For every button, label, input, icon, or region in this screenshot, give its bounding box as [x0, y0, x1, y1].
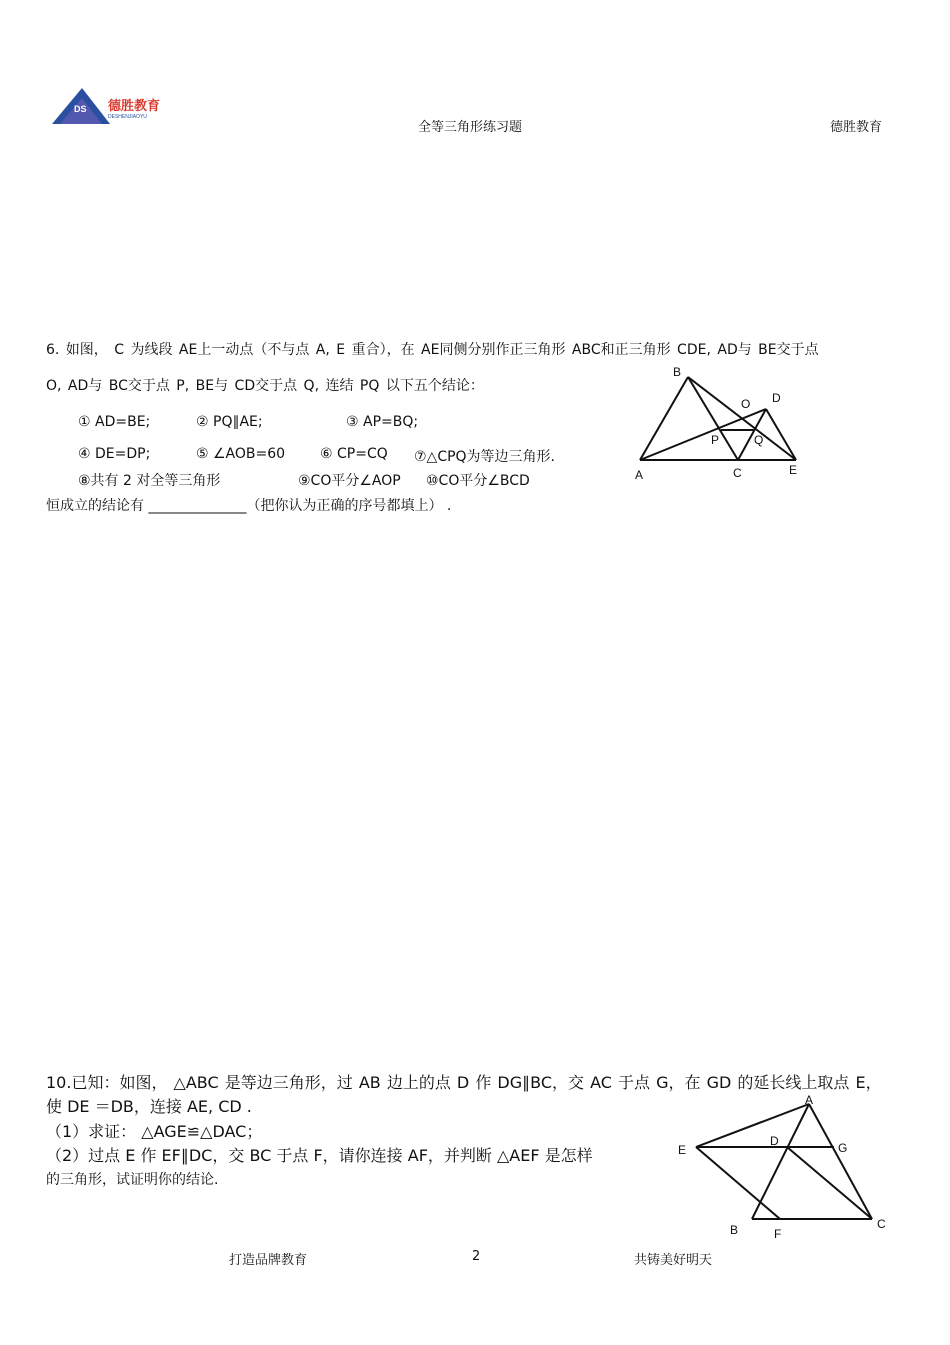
label-d: D: [770, 1134, 779, 1148]
q6-conclusion-2: ② PQ∥AE;: [196, 414, 263, 430]
label-p: P: [711, 433, 720, 447]
label-q: Q: [754, 433, 764, 447]
q6-line1: 6. 如图， C 为线段 AE上一动点（不与点 A, E 重合），在 AE同侧分别作正三角形 ABC和正三角形 CDE, AD与 BE交于点: [46, 342, 819, 358]
label-g: G: [838, 1141, 848, 1155]
q6-conclusion-3: ③ AP=BQ;: [346, 414, 419, 430]
label-c: C: [733, 466, 742, 480]
logo-badge: DS: [74, 104, 87, 114]
label-b: B: [673, 365, 682, 379]
q6-conclusion-9: ⑨CO平分∠AOP: [298, 473, 401, 489]
page-number: 2: [472, 1249, 481, 1264]
segment-ae: [696, 1104, 809, 1147]
q10-part1: （1）求证： △AGE≌△DAC；: [46, 1122, 263, 1141]
q10-line2: 使 DE ＝DB，连接 AE, CD .: [46, 1097, 252, 1116]
segment-bc: [688, 377, 738, 460]
label-a: A: [635, 468, 644, 482]
label-f: F: [774, 1227, 782, 1241]
header-org: 德胜教育: [830, 120, 883, 135]
q6-conclusion-10: ⑩CO平分∠BCD: [426, 473, 530, 489]
label-c: C: [877, 1217, 886, 1231]
footer-right: 共铸美好明天: [634, 1253, 713, 1268]
q10-part2: （2）过点 E 作 EF∥DC，交 BC 于点 F，请你连接 AF，并判断 △AEF 是怎样: [46, 1146, 593, 1165]
logo-mark: [50, 84, 170, 126]
label-d: D: [772, 391, 781, 405]
segment-ab: [640, 377, 688, 460]
label-a: A: [805, 1093, 814, 1107]
segment-ac: [809, 1104, 872, 1219]
q10-part2-cont: 的三角形，试证明你的结论.: [46, 1172, 219, 1188]
q6-conclusion-4: ④ DE=DP;: [78, 446, 151, 462]
label-e: E: [789, 463, 798, 477]
label-o: O: [741, 397, 751, 411]
logo: [50, 84, 170, 126]
q6-conclusion-5: ⑤ ∠AOB=60: [196, 446, 286, 462]
q6-answer-line: 恒成立的结论有 ______________（把你认为正确的序号都填上） .: [46, 498, 452, 514]
label-b: B: [730, 1223, 739, 1237]
q6-conclusion-8: ⑧共有 2 对全等三角形: [78, 473, 221, 489]
footer-left: 打造品牌教育: [229, 1253, 308, 1268]
logo-brand: 德胜教育: [108, 99, 161, 114]
header-title: 全等三角形练习题: [418, 120, 523, 135]
segment-ad: [640, 409, 766, 460]
q10-figure: [672, 1092, 902, 1242]
q10-line1: 10.已知：如图， △ABC 是等边三角形，过 AB 边上的点 D 作 DG∥BC，交 AC 于点 G，在 GD 的延长线上取点 E，: [46, 1073, 882, 1092]
segment-be: [688, 377, 796, 460]
q6-conclusion-6: ⑥ CP=CQ: [320, 446, 388, 462]
segment-de: [766, 409, 796, 460]
q6-conclusion-7: ⑦△CPQ为等边三角形.: [414, 449, 556, 465]
q6-figure: [630, 362, 920, 487]
logo-pinyin: DESHENJIAOYU: [108, 114, 147, 120]
q6-conclusion-1: ① AD=BE;: [78, 414, 151, 430]
label-e: E: [678, 1143, 687, 1157]
q6-line2: O, AD与 BC交于点 P, BE与 CD交于点 Q, 连结 PQ 以下五个结论：: [46, 378, 484, 394]
segment-cd: [787, 1147, 872, 1219]
segment-ef: [696, 1147, 780, 1219]
